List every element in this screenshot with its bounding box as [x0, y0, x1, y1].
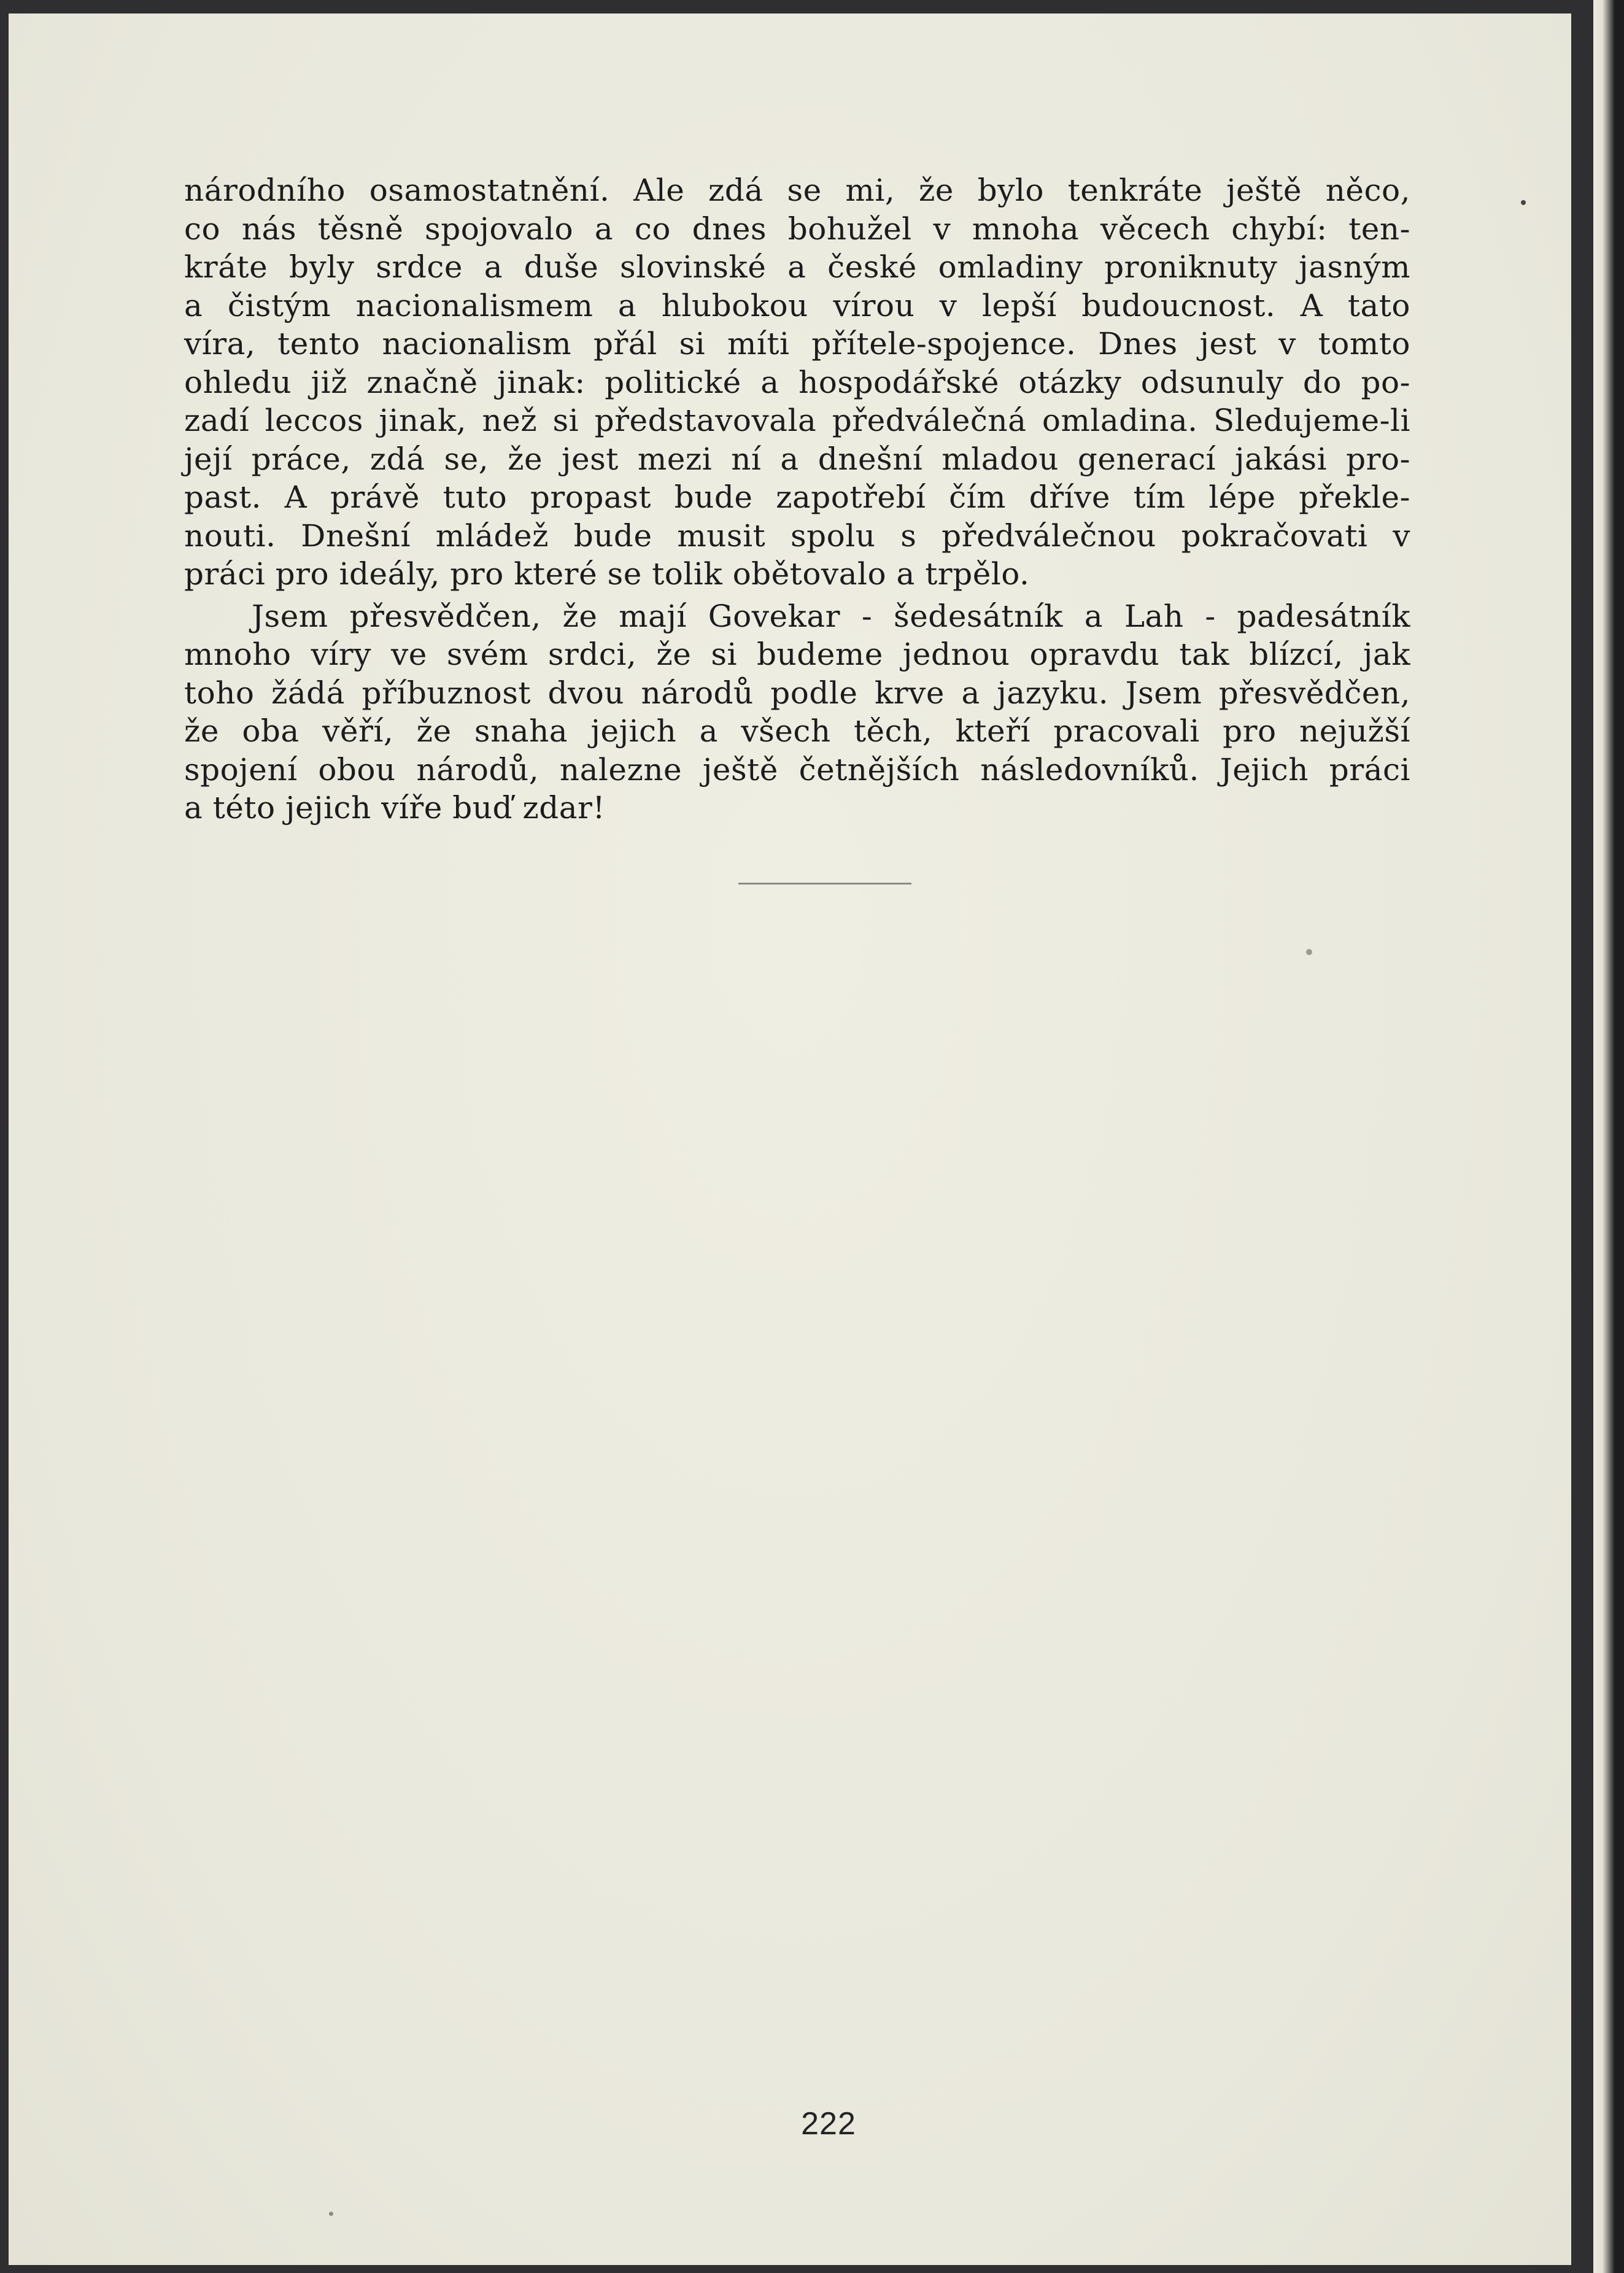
- text-line: co nás těsně spojovalo a co dnes bohužel v mnoha věcech chybí: ten-: [184, 211, 1410, 247]
- body-text: [184, 171, 1410, 827]
- text-line: a této jejich víře buď zdar!: [184, 790, 606, 826]
- text-line: zadí leccos jinak, než si představovala předválečná omladina. Sledujeme-li: [184, 403, 1410, 438]
- page-number: 222: [801, 2106, 856, 2142]
- paragraph-2: [184, 597, 1410, 827]
- scan-speck: [1521, 200, 1526, 205]
- text-line: nouti. Dnešní mládež bude musit spolu s předválečnou pokračovati v: [184, 517, 1410, 554]
- text-line: kráte byly srdce a duše slovinské a české omladiny proniknuty jasným: [184, 249, 1410, 285]
- text-line: mnoho víry ve svém srdci, že si budeme jednou opravdu tak blízcí, jak: [184, 637, 1410, 672]
- text-line: že oba věří, že snaha jejich a všech těch, kteří pracovali pro nejužší: [184, 713, 1410, 749]
- text-line: Jsem přesvědčen, že mají Govekar - šedesátník a Lah - padesátník: [252, 598, 1410, 634]
- text-line: ohledu již značně jinak: politické a hospodářské otázky odsunuly do po-: [184, 364, 1410, 400]
- text-line: práci pro ideály, pro které se tolik obětovalo a trpělo.: [184, 556, 1030, 592]
- text-line: past. A právě tuto propast bude zapotřebí čím dříve tím lépe překle-: [184, 479, 1410, 515]
- text-line: a čistým nacionalismem a hlubokou vírou v lepší budoucnost. A tato: [184, 287, 1410, 323]
- text-line: spojení obou národů, nalezne ještě četnějších následovníků. Jejich práci: [184, 751, 1410, 788]
- page-edge: [1593, 0, 1624, 2273]
- text-line: toho žádá příbuznost dvou národů podle krve a jazyku. Jsem přesvědčen,: [184, 675, 1410, 711]
- paragraph-1: [184, 171, 1410, 594]
- section-end-rule: [738, 883, 911, 885]
- text-line: její práce, zdá se, že jest mezi ní a dnešní mladou generací jakási pro-: [184, 441, 1410, 477]
- text-line: národního osamostatnění. Ale zdá se mi, že bylo tenkráte ještě něco,: [184, 172, 1410, 208]
- text-line: víra, tento nacionalism přál si míti přítele-spojence. Dnes jest v tomto: [184, 326, 1410, 362]
- scan-speck: [329, 2212, 333, 2216]
- scan-speck: [1306, 949, 1312, 955]
